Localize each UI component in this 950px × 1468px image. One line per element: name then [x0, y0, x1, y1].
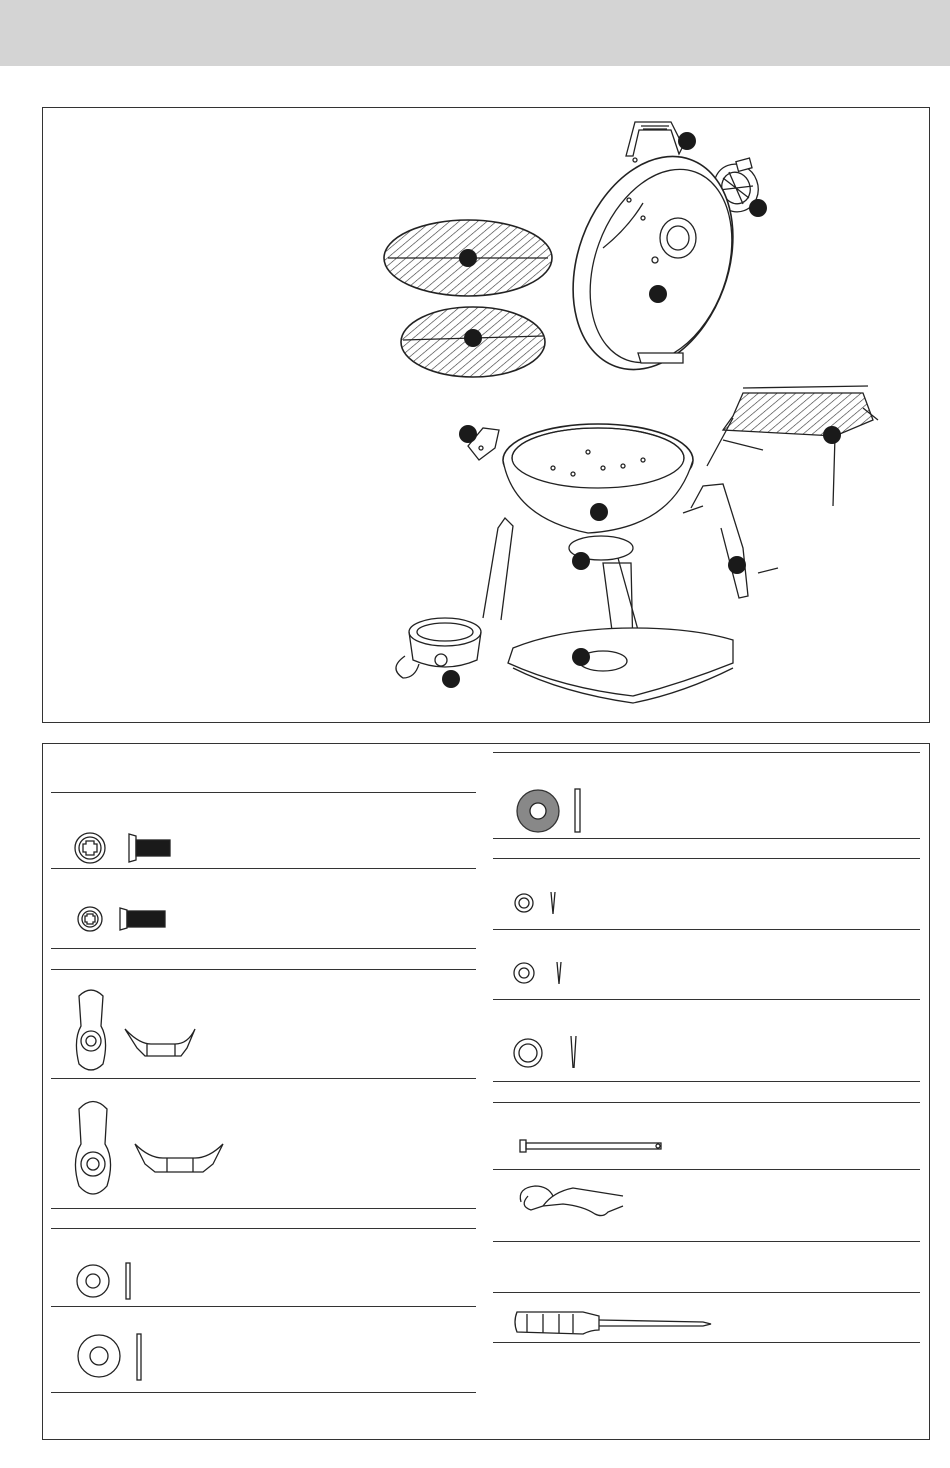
- warming-rack-callout: [823, 426, 841, 444]
- leg-callout: [572, 552, 590, 570]
- screwdriver-icon: [515, 1312, 711, 1334]
- hardware-panel: [42, 743, 930, 1440]
- lid-callout: [649, 285, 667, 303]
- header-bar: [0, 0, 950, 66]
- side-handle-left-icon: [483, 518, 513, 620]
- ash-pan-callout: [442, 670, 460, 688]
- thick-washer-icon: [517, 789, 580, 832]
- hitch-pin-icon: [520, 1186, 623, 1216]
- cooking-grate-callout: [459, 249, 477, 267]
- handle-callout: [678, 132, 696, 150]
- bracket-callout: [459, 425, 477, 443]
- vent-callout: [749, 199, 767, 217]
- phillips-screw-a-icon: [75, 833, 170, 863]
- charcoal-grate-callout: [464, 329, 482, 347]
- exploded-grill-diagram: [43, 108, 929, 722]
- side-handle-callout: [728, 556, 746, 574]
- stand-base-icon: [508, 628, 733, 703]
- phillips-screw-b-icon: [78, 907, 165, 931]
- lock-washer-medium-icon: [514, 962, 561, 984]
- side-handle-right-icon: [683, 484, 778, 598]
- wing-nut-large-icon: [75, 1102, 223, 1195]
- lock-washer-small-icon: [515, 892, 555, 914]
- warming-rack-icon: [707, 386, 878, 506]
- lock-washer-large-icon: [514, 1036, 576, 1068]
- axle-pin-icon: [520, 1140, 661, 1152]
- bowl-callout: [590, 503, 608, 521]
- base-callout: [572, 648, 590, 666]
- flat-washer-small-icon: [77, 1263, 130, 1299]
- hardware-illustrations: [43, 744, 929, 1439]
- flat-washer-large-icon: [78, 1334, 141, 1380]
- parts-diagram-panel: [42, 107, 930, 723]
- ash-pan-icon: [396, 618, 481, 678]
- wing-nut-small-icon: [76, 990, 195, 1070]
